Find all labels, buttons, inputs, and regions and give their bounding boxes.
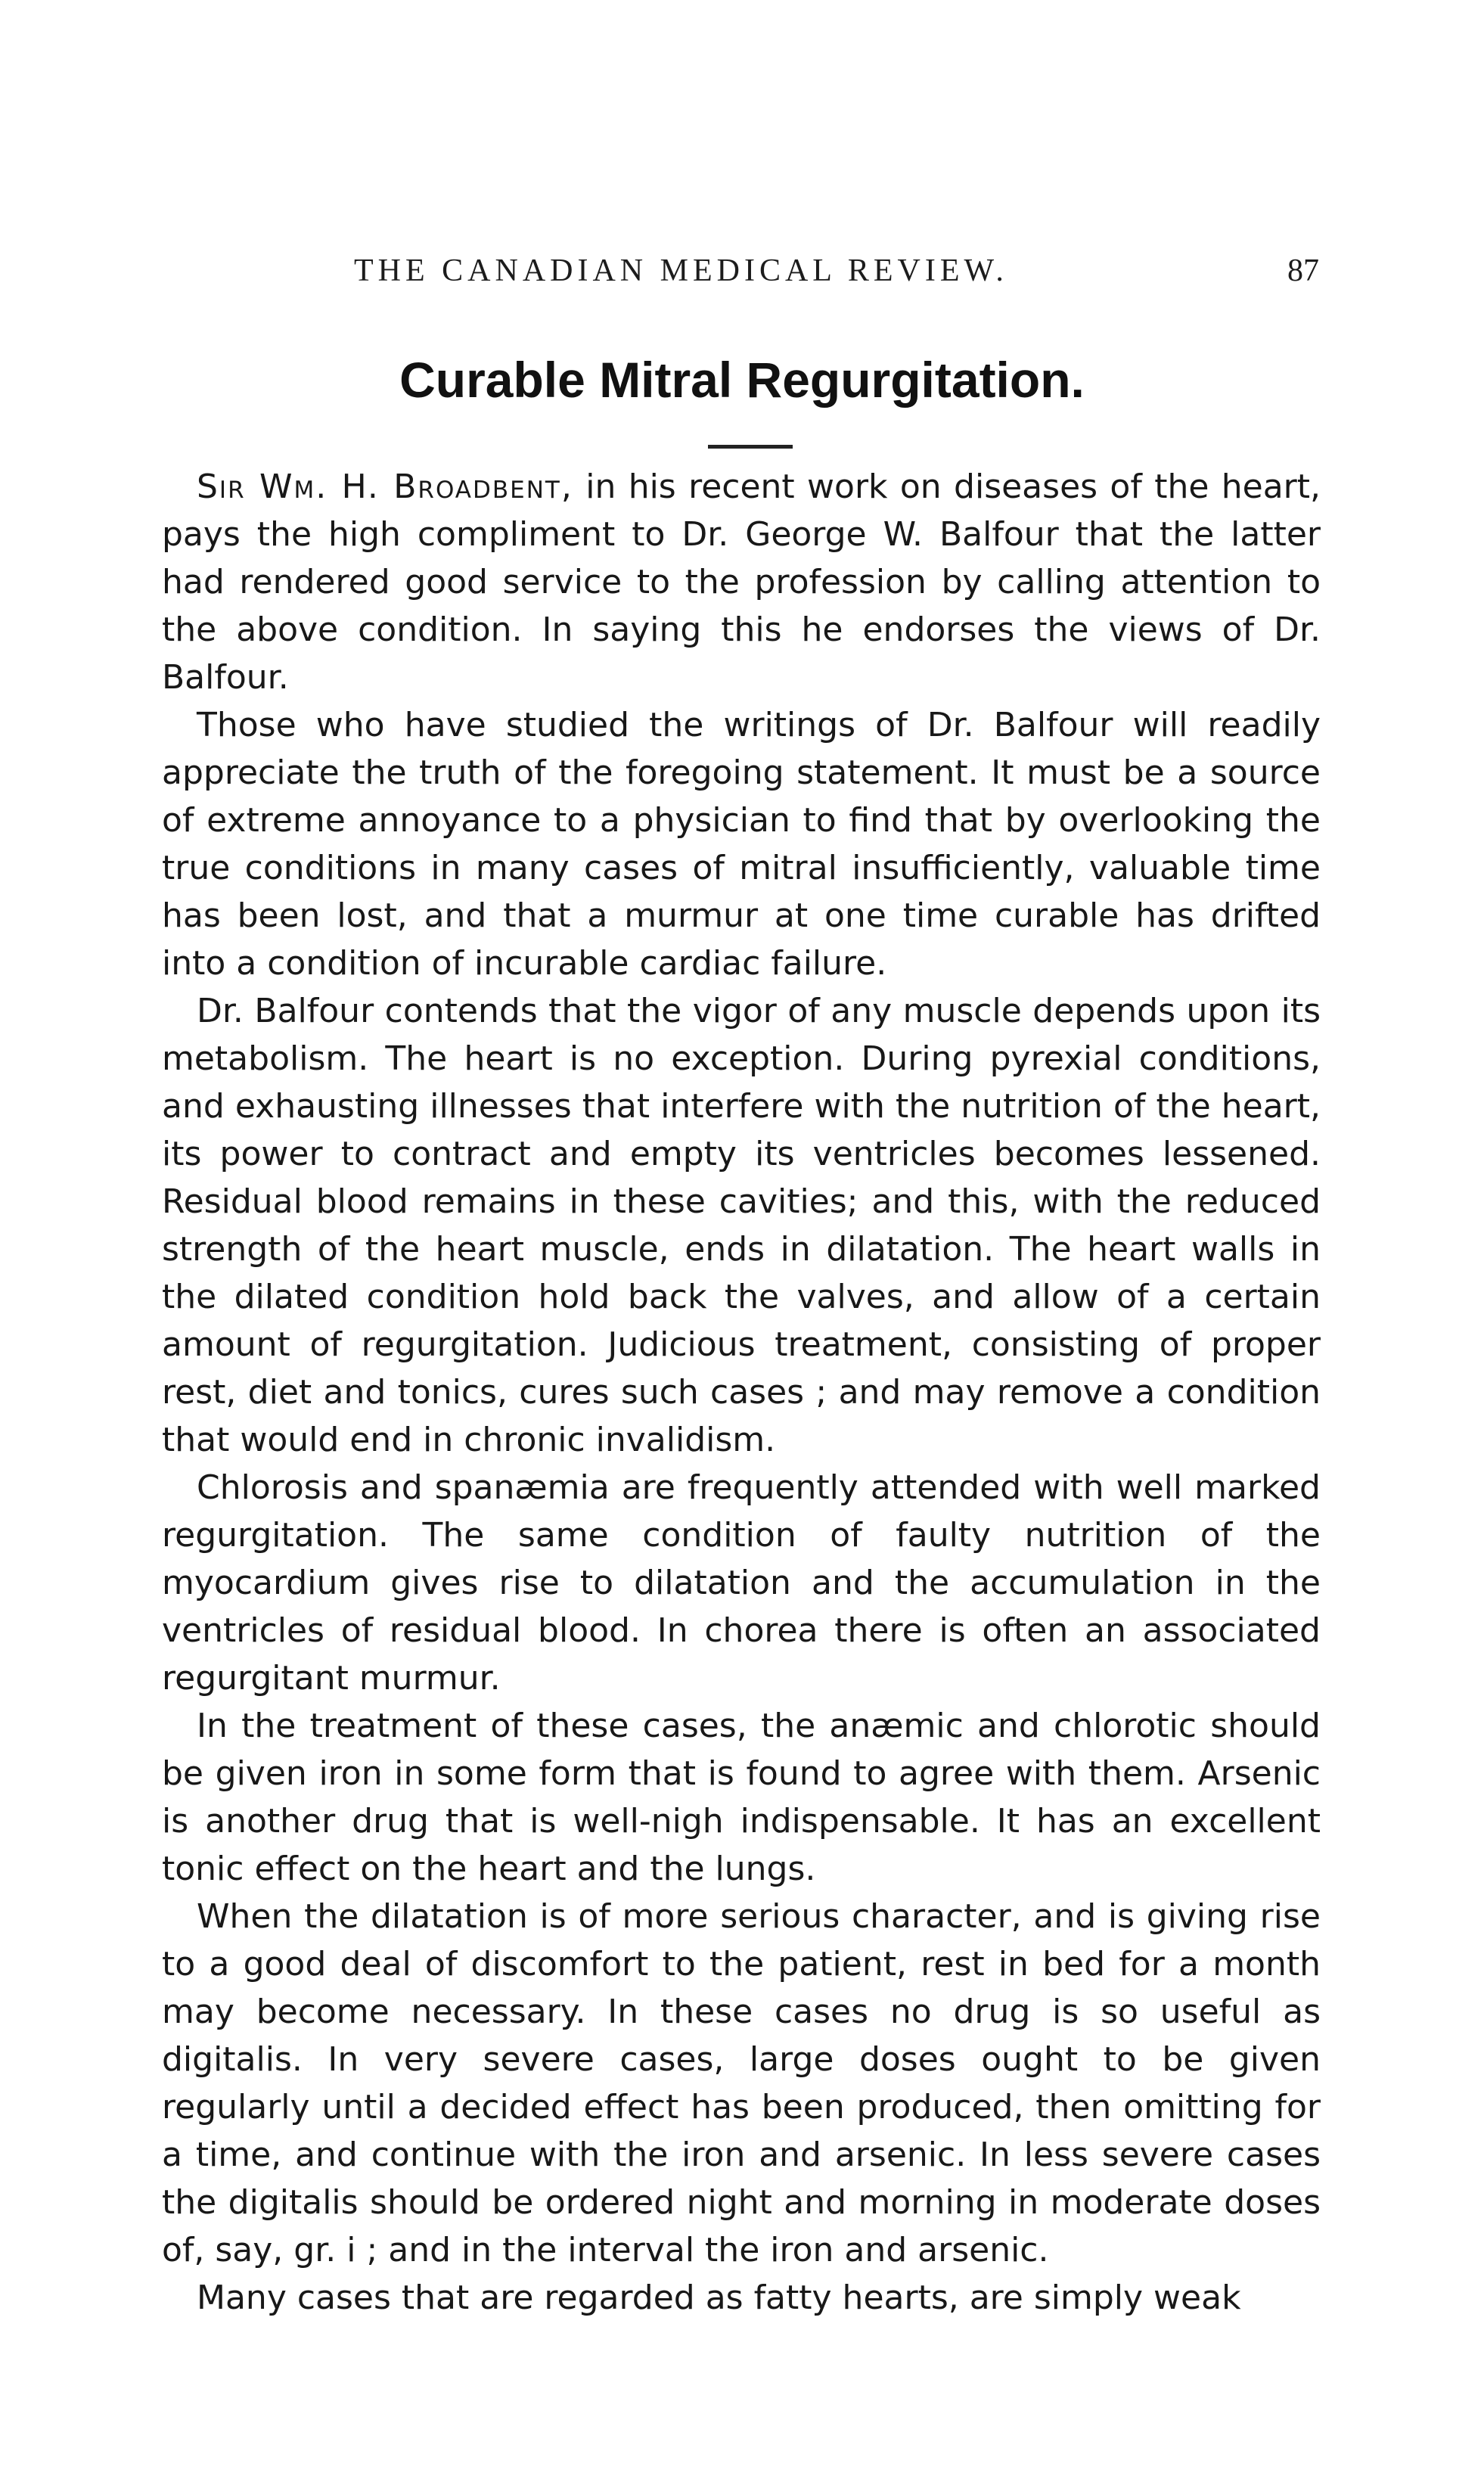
paragraph-5: In the treatment of these cases, the anæmic and chlorotic should be given iron in some form that is found to agree with them. Arsenic is another drug that is well-nigh indispensable. It has an excellent tonic effect on the heart and the lungs. [162, 1707, 1321, 1888]
title-rule [708, 445, 793, 449]
paragraph-6: When the dilatation is of more serious character, and is giving rise to a good deal of discomfort to the patient, rest in bed for a month may become necessary. In these cases no drug is so useful as digitalis. In very severe cases, large doses ought to be given regularly until a decided effect has been produced, then omitting for a time, and continue with the iron and arsenic. In less severe cases the digitalis should be ordered night and morning in moderate doses of, say, gr. i ; and in the interval the iron and arsenic. [162, 1897, 1321, 2269]
article-title: Curable Mitral Regurgitation. [399, 352, 1085, 408]
paragraph-7: Many cases that are regarded as fatty hearts, are simply weak [197, 2279, 1241, 2317]
paragraph-1-text: in his recent work on diseases of the heart, pays the high compliment to Dr. George W. Balfour that the latter had rendered good service to the profession by calling attention to the above condition. In saying this he endorses the views of Dr. Balfour. [162, 468, 1321, 697]
paragraph-4: Chlorosis and spanæmia are frequently attended with well marked regurgitation. The same condition of faulty nutrition of the myocardium gives rise to dilatation and the accumulation in the ventricles of residual blood. In chorea there is often an associated regurgitant murmur. [162, 1468, 1321, 1698]
page-number: 87 [1287, 253, 1319, 288]
paragraph-1 [162, 463, 1321, 701]
paragraph-3: Dr. Balfour contends that the vigor of any muscle depends upon its metabolism. The heart is no exception. During pyrexial conditions, and exhausting illnesses that interfere with the nutrition of the heart, its power to contract and empty its ventricles becomes lessened. Residual blood remains in these cavities; and this, with the reduced strength of the heart muscle, ends in dilatation. The heart walls in the dilated condition hold back the valves, and allow of a certain amount of regurgitation. Judicious treatment, consisting of proper rest, diet and tonics, cures such cases ; and may remove a condition that would end in chronic invalidism. [162, 992, 1321, 1459]
running-head: THE CANADIAN MEDICAL REVIEW. [354, 253, 1008, 288]
article-body [162, 463, 1321, 2322]
author-name: Sir Wm. H. Broadbent, [197, 468, 573, 506]
paragraph-2: Those who have studied the writings of Dr. Balfour will readily appreciate the truth of the foregoing statement. It must be a source of extreme annoyance to a physician to find that by overlooking the true conditions in many cases of mitral insufficiently, valuable time has been lost, and that a murmur at one time curable has drifted into a condition of incurable cardiac failure. [162, 706, 1321, 983]
